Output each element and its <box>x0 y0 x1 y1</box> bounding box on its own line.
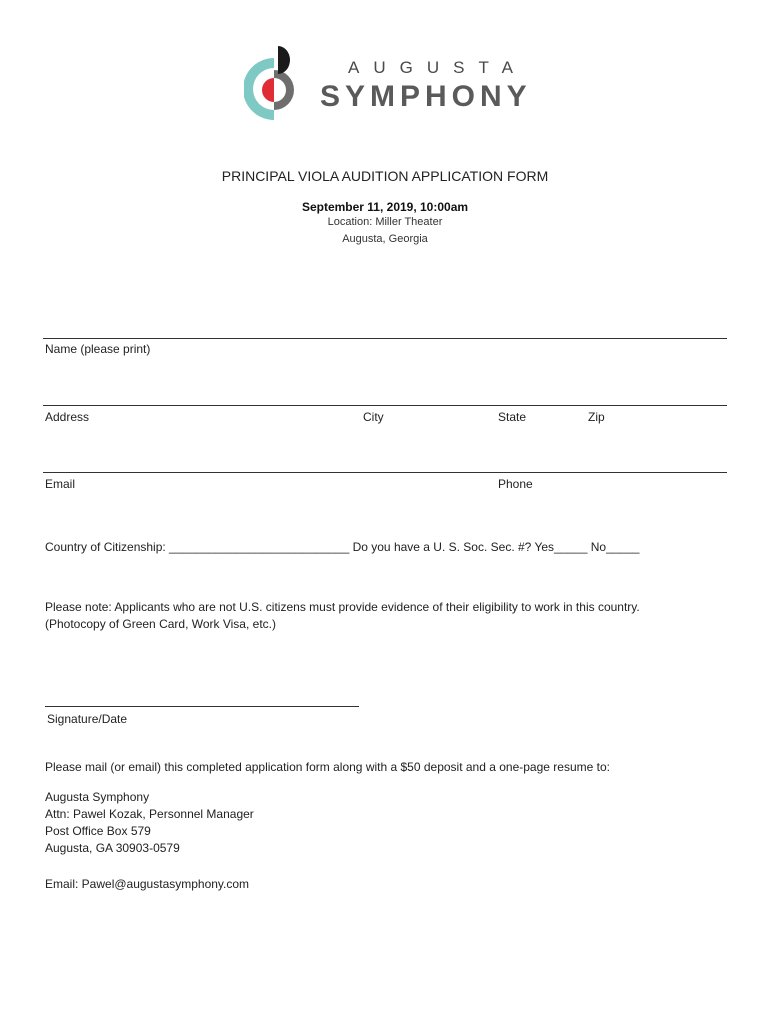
note-line-1: Please note: Applicants who are not U.S. citizens must provide evidence of their eligibility to work in this country. <box>45 600 640 614</box>
audition-location: Location: Miller Theater <box>327 216 443 228</box>
email-label: Email <box>45 477 76 491</box>
mailing-line-3: Post Office Box 579 <box>45 824 151 838</box>
zip-label: Zip <box>588 410 605 424</box>
signature-line[interactable] <box>45 706 359 707</box>
audition-date: September 11, 2019, 10:00am <box>301 200 469 214</box>
note-line-2: (Photocopy of Green Card, Work Visa, etc.) <box>45 617 276 631</box>
augusta-symphony-logo <box>244 44 534 124</box>
logo-mark-icon <box>244 44 304 124</box>
mailing-line-4: Augusta, GA 30903-0579 <box>45 841 180 855</box>
signature-label: Signature/Date <box>47 712 128 726</box>
phone-label: Phone <box>498 477 533 491</box>
email-phone-line[interactable] <box>43 472 727 473</box>
mailing-line-1: Augusta Symphony <box>45 790 150 804</box>
audition-city-state: Augusta, Georgia <box>342 233 428 245</box>
address-label: Address <box>45 410 90 424</box>
logo-word-augusta: AUGUSTA <box>348 58 527 77</box>
name-line[interactable] <box>43 338 727 339</box>
citizenship-field[interactable]: Country of Citizenship: ___________________________ Do you have a U. S. Soc. Sec. #? Yes_____ No_____ <box>45 540 640 554</box>
mail-instructions: Please mail (or email) this completed application form along with a $50 deposit and a one-page resume to: <box>45 760 610 774</box>
logo-word-symphony: SYMPHONY <box>320 80 532 113</box>
contact-email[interactable]: Email: Pawel@augustasymphony.com <box>45 877 250 891</box>
state-label: State <box>498 410 527 424</box>
form-title: PRINCIPAL VIOLA AUDITION APPLICATION FORM <box>221 168 549 184</box>
city-label: City <box>363 410 384 424</box>
mailing-line-2: Attn: Pawel Kozak, Personnel Manager <box>45 807 254 821</box>
address-line[interactable] <box>43 405 727 406</box>
name-label: Name (please print) <box>45 342 151 356</box>
